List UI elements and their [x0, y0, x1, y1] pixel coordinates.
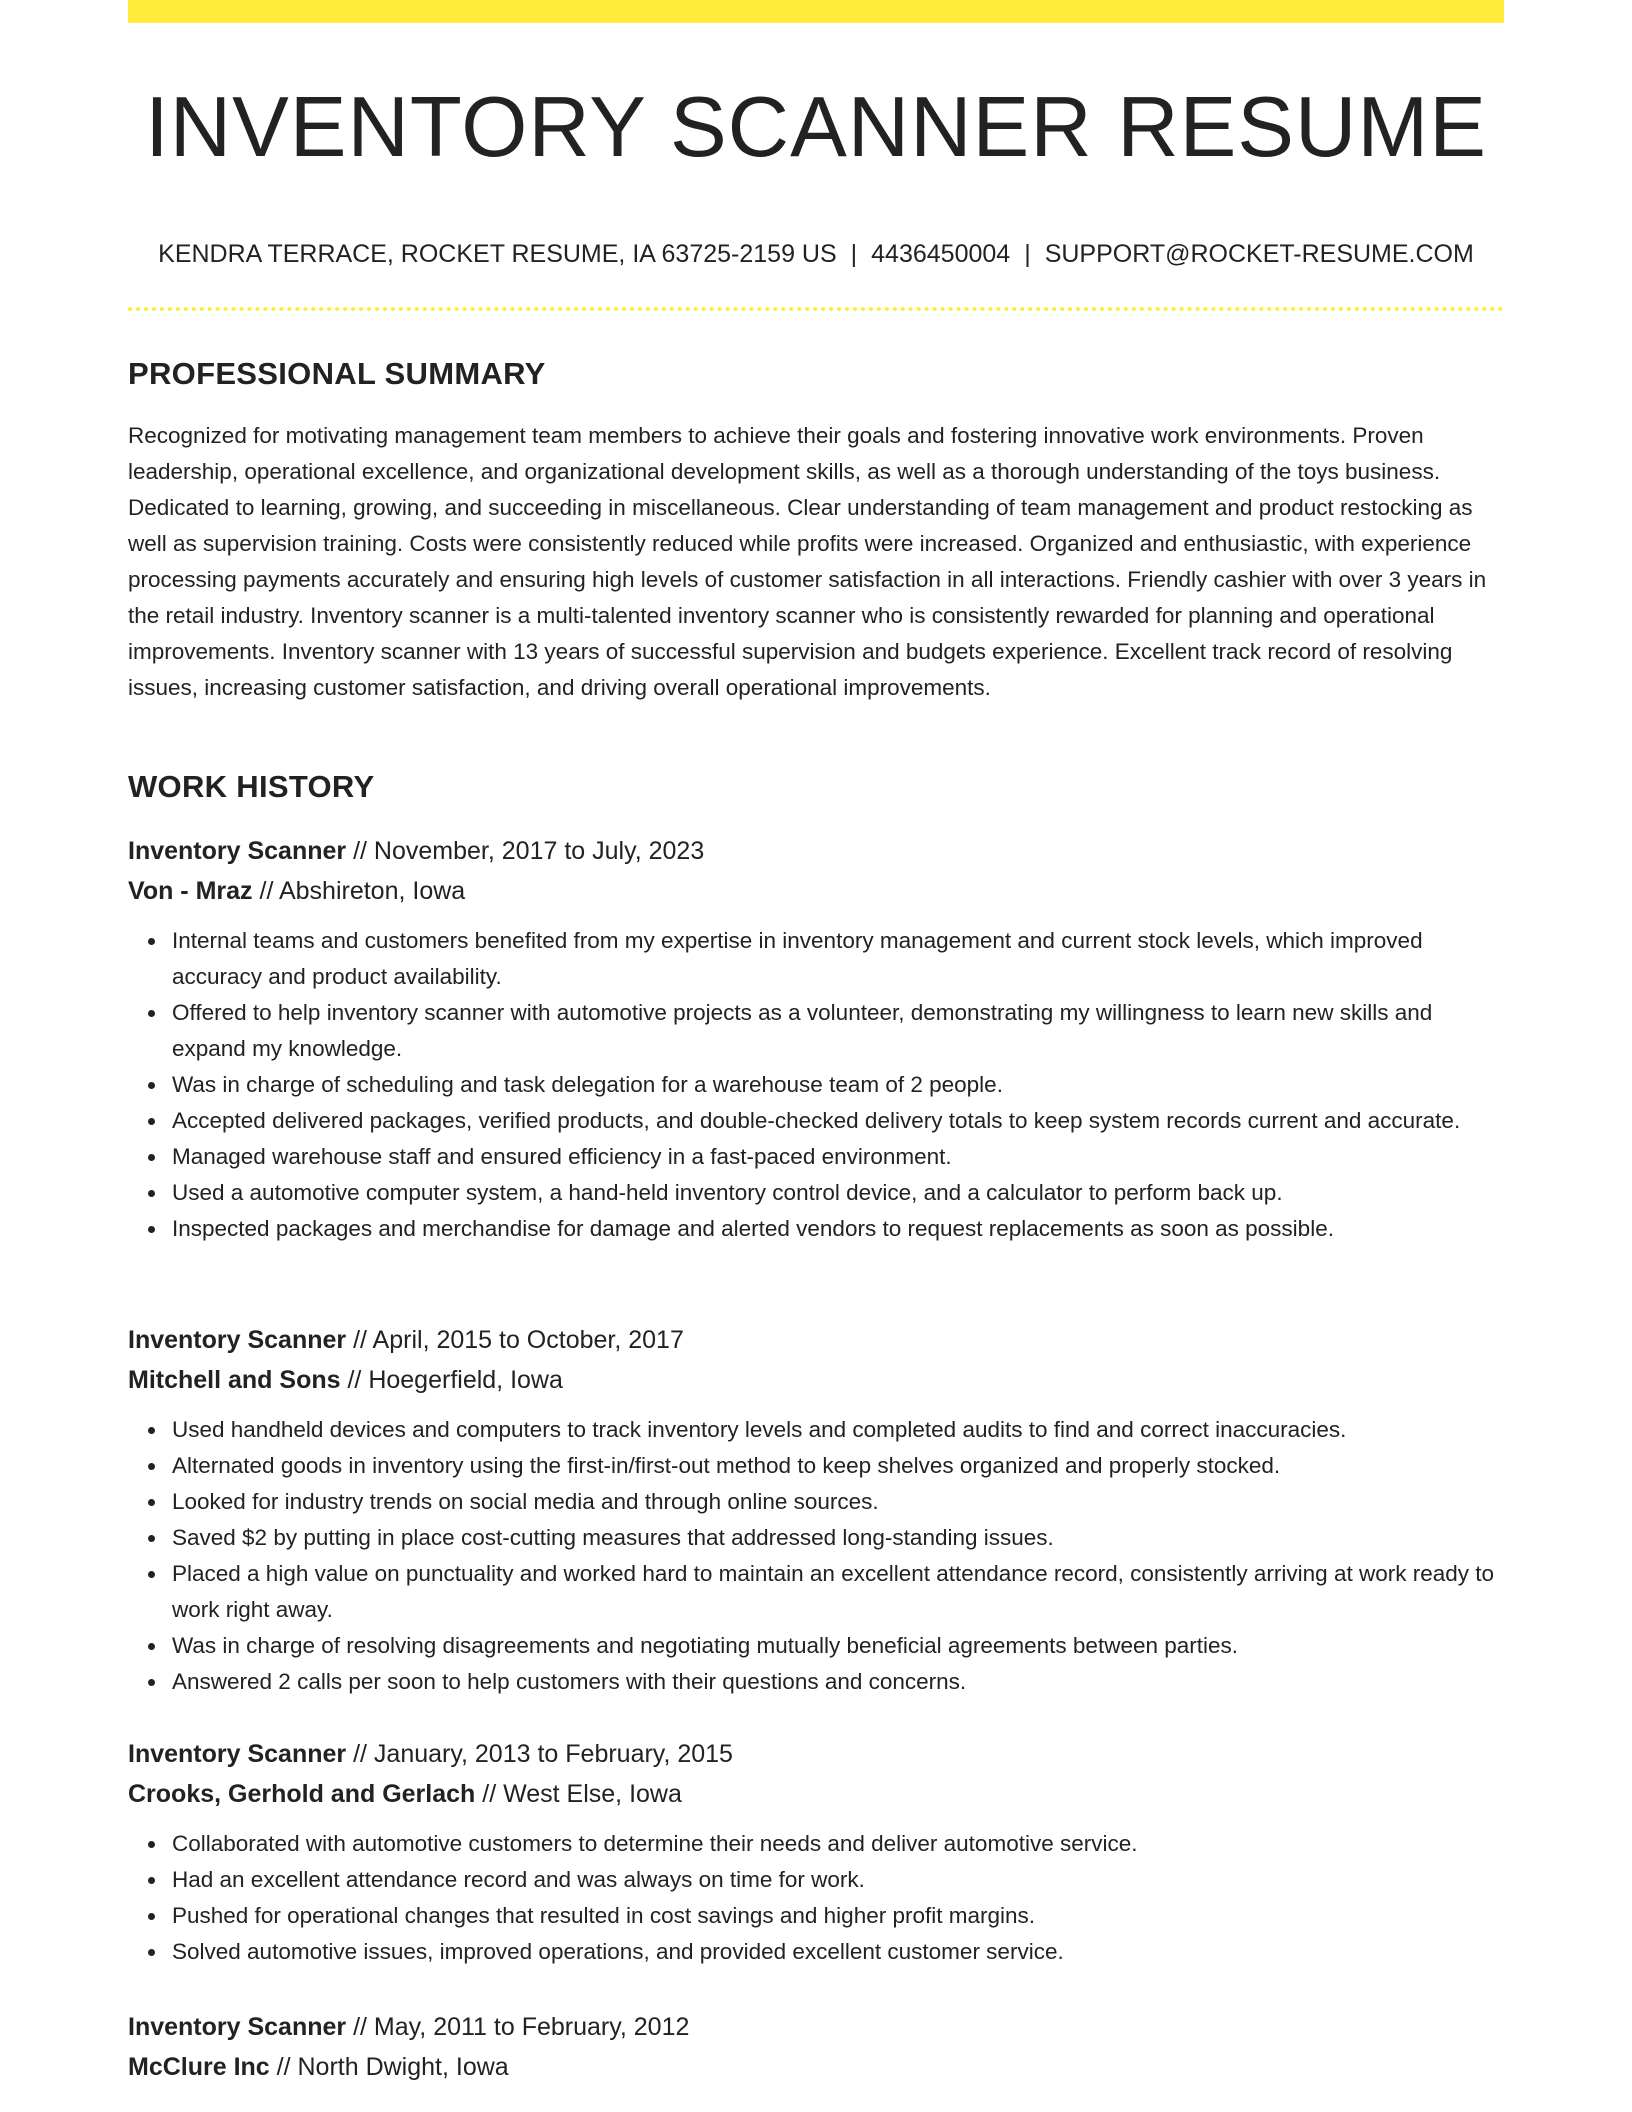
- job-title: Inventory Scanner: [128, 1326, 347, 1354]
- accent-bar: [128, 0, 1504, 23]
- contact-separator: |: [850, 240, 858, 268]
- job-entry: [128, 1734, 1504, 1970]
- summary-heading: PROFESSIONAL SUMMARY: [128, 356, 546, 391]
- resume-title: INVENTORY SCANNER RESUME: [145, 80, 1487, 175]
- contact-separator: |: [1024, 240, 1031, 268]
- job-company: Von - Mraz: [128, 877, 253, 905]
- contact-info: [128, 236, 1504, 272]
- job-title: Inventory Scanner: [128, 837, 347, 865]
- job-title-line: [128, 1320, 1504, 1360]
- contact-email[interactable]: SUPPORT@ROCKET-RESUME.COM: [1044, 240, 1474, 268]
- contact-address: KENDRA TERRACE, ROCKET RESUME, IA 63725-2159 US: [158, 240, 837, 268]
- job-entry: [128, 831, 1504, 1247]
- job-dates: // November, 2017 to July, 2023: [353, 837, 705, 865]
- job-location: // West Else, Iowa: [482, 1780, 682, 1808]
- job-company: Mitchell and Sons: [128, 1366, 341, 1394]
- work-history-heading: WORK HISTORY: [128, 769, 375, 804]
- job-bullet: Pushed for operational changes that resulted in cost savings and higher profit margins.: [172, 1898, 1504, 1934]
- job-bullet: Was in charge of scheduling and task delegation for a warehouse team of 2 people.: [172, 1067, 1504, 1103]
- job-bullet: Used handheld devices and computers to track inventory levels and completed audits to find and correct inaccuracies.: [172, 1412, 1504, 1448]
- job-bullet: Offered to help inventory scanner with automotive projects as a volunteer, demonstrating my willingness to learn new skills and expand my knowledge.: [172, 995, 1504, 1067]
- job-company-line: [128, 2047, 1504, 2087]
- job-bullets: [128, 923, 1504, 1247]
- job-bullet: Internal teams and customers benefited from my expertise in inventory management and current stock levels, which improved accuracy and product availability.: [172, 923, 1504, 995]
- job-dates: // April, 2015 to October, 2017: [353, 1326, 684, 1354]
- resume-page: [128, 0, 1504, 2112]
- job-bullet: Was in charge of resolving disagreements and negotiating mutually beneficial agreements between parties.: [172, 1628, 1504, 1664]
- job-company: Crooks, Gerhold and Gerlach: [128, 1780, 476, 1808]
- job-bullet: Accepted delivered packages, verified products, and double-checked delivery totals to keep system records current and accurate.: [172, 1103, 1504, 1139]
- contact-phone[interactable]: 4436450004: [871, 240, 1011, 268]
- job-entry: [128, 2007, 1504, 2087]
- job-dates: // January, 2013 to February, 2015: [353, 1740, 733, 1768]
- job-company-line: [128, 1774, 1504, 1814]
- job-bullet: Solved automotive issues, improved operations, and provided excellent customer service.: [172, 1934, 1504, 1970]
- job-bullet: Placed a high value on punctuality and worked hard to maintain an excellent attendance record, consistently arriving at work ready to work right away.: [172, 1556, 1504, 1628]
- job-bullet: Had an excellent attendance record and was always on time for work.: [172, 1862, 1504, 1898]
- job-company: McClure Inc: [128, 2053, 270, 2081]
- summary-text: Recognized for motivating management team members to achieve their goals and fostering innovative work environments. Proven leadership, operational excellence, and organizational development skills, as well as a thorough understanding of the toys business. Dedicated to learning, growing, and succeeding in miscellaneous. Clear understanding of team management and product restocking as well as supervision training. Costs were consistently reduced while profits were increased. Organized and enthusiastic, with experience processing payments accurately and ensuring high levels of customer satisfaction in all interactions. Friendly cashier with over 3 years in the retail industry. Inventory scanner is a multi-talented inventory scanner who is consistently rewarded for planning and operational improvements. Inventory scanner with 13 years of successful supervision and budgets experience. Excellent track record of resolving issues, increasing customer satisfaction, and driving overall operational improvements.: [128, 423, 1487, 700]
- job-entry: [128, 1320, 1504, 1700]
- job-bullet: Alternated goods in inventory using the first-in/first-out method to keep shelves organized and properly stocked.: [172, 1448, 1504, 1484]
- job-bullet: Saved $2 by putting in place cost-cutting measures that addressed long-standing issues.: [172, 1520, 1504, 1556]
- job-title-line: [128, 1734, 1504, 1774]
- job-bullet: Inspected packages and merchandise for damage and alerted vendors to request replacements as soon as possible.: [172, 1211, 1504, 1247]
- job-company-line: [128, 871, 1504, 911]
- job-dates: // May, 2011 to February, 2012: [353, 2013, 690, 2041]
- job-title-line: [128, 2007, 1504, 2047]
- job-company-line: [128, 1360, 1504, 1400]
- job-location: // Hoegerfield, Iowa: [347, 1366, 563, 1394]
- job-location: // North Dwight, Iowa: [276, 2053, 509, 2081]
- job-bullets: [128, 1826, 1504, 1970]
- job-location: // Abshireton, Iowa: [259, 877, 466, 905]
- job-bullet: Collaborated with automotive customers to determine their needs and deliver automotive service.: [172, 1826, 1504, 1862]
- job-bullet: Used a automotive computer system, a hand-held inventory control device, and a calculator to perform back up.: [172, 1175, 1504, 1211]
- job-title: Inventory Scanner: [128, 2013, 347, 2041]
- job-title-line: [128, 831, 1504, 871]
- job-bullet: Answered 2 calls per soon to help customers with their questions and concerns.: [172, 1664, 1504, 1700]
- header-divider: [128, 307, 1504, 311]
- job-bullets: [128, 1412, 1504, 1700]
- job-bullet: Managed warehouse staff and ensured efficiency in a fast-paced environment.: [172, 1139, 1504, 1175]
- job-title: Inventory Scanner: [128, 1740, 347, 1768]
- job-bullet: Looked for industry trends on social media and through online sources.: [172, 1484, 1504, 1520]
